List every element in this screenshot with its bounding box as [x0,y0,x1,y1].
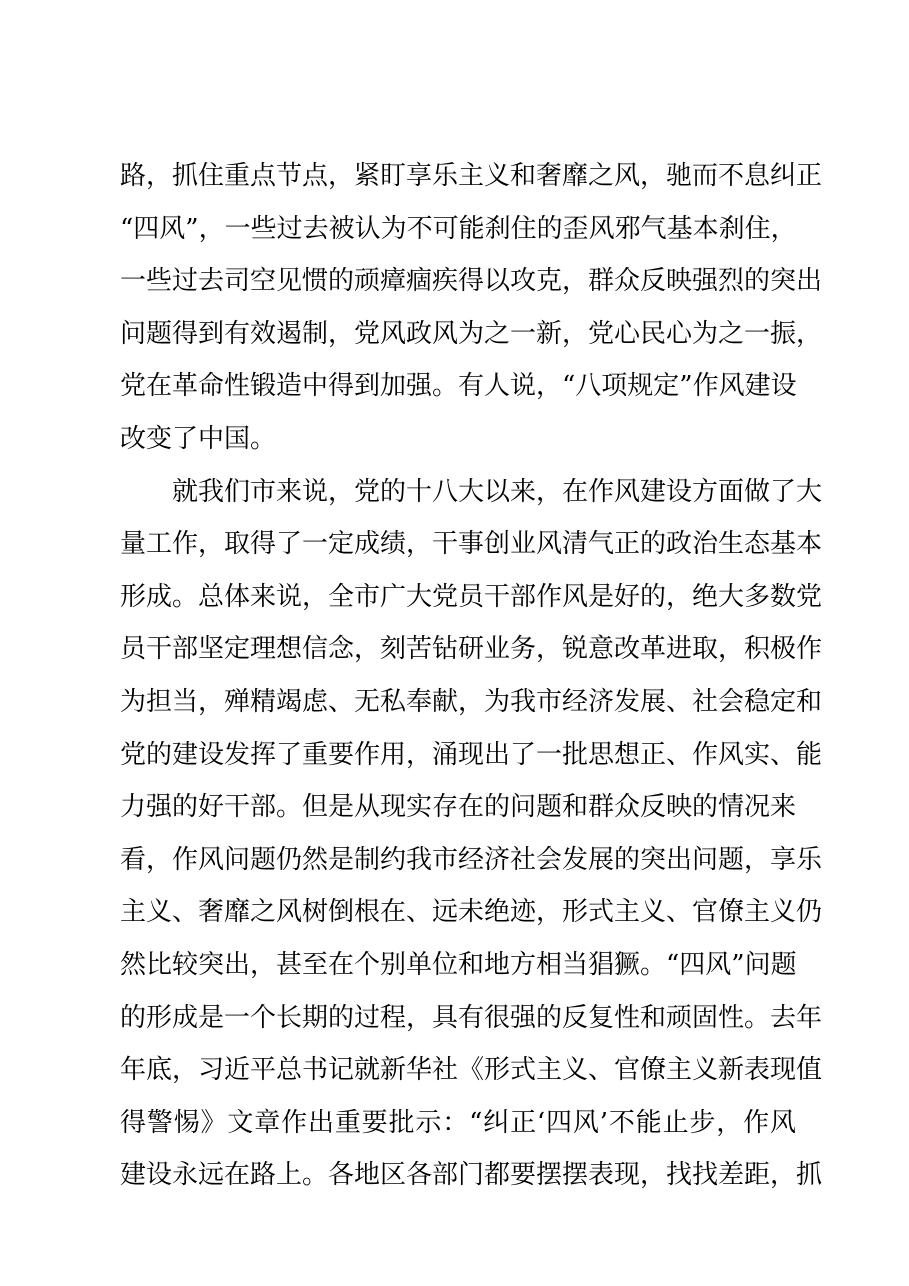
text-line: 量工作，取得了一定成绩，干事创业风清气正的政治生态基本 [120,529,823,560]
text-line: 形成。总体来说，全市广大党员干部作风是好的，绝大多数党 [120,581,823,612]
text-line: 主义、奢靡之风树倒根在、远未绝迹，形式主义、官僚主义仍 [120,897,823,928]
text-line: 的形成是一个长期的过程，具有很强的反复性和顽固性。去年 [120,1002,823,1033]
text-line: 党在革命性锻造中得到加强。有人说，“八项规定”作风建设 [120,371,797,402]
text-line: 得警惕》文章作出重要批示：“纠正‘四风’不能止步，作风 [120,1107,796,1138]
text-line: 力强的好干部。但是从现实存在的问题和群众反映的情况来 [120,792,797,823]
text-line: 看，作风问题仍然是制约我市经济社会发展的突出问题，享乐 [120,844,823,875]
text-line: 一些过去司空见惯的顽瘴痼疾得以攻克，群众反映强烈的突出 [120,266,823,297]
text-line: 然比较突出，甚至在个别单位和地方相当猖獗。“四风”问题 [120,949,797,980]
text-line: 问题得到有效遏制，党风政风为之一新，党心民心为之一振， [120,318,823,349]
paragraph [120,150,823,466]
text-line: 路，抓住重点节点，紧盯享乐主义和奢靡之风，驰而不息纠正 [120,161,823,191]
body-text [120,150,823,1202]
text-line: “四风”，一些过去被认为不可能刹住的歪风邪气基本刹住， [120,213,797,244]
text-line: 改变了中国。 [120,423,277,454]
text-line: 建设永远在路上。各地区各部门都要摆摆表现，找找差距，抓 [120,1160,823,1191]
text-line: 年底，习近平总书记就新华社《形式主义、官僚主义新表现值 [120,1055,823,1086]
text-line: 党的建设发挥了重要作用，涌现出了一批思想正、作风实、能 [120,739,823,770]
text-line: 员干部坚定理想信念，刻苦钻研业务，锐意改革进取，积极作 [120,634,823,665]
text-line: 就我们市来说，党的十八大以来，在作风建设方面做了大 [120,476,823,507]
text-line: 为担当，殚精竭虑、无私奉献，为我市经济发展、社会稳定和 [120,686,823,717]
paragraph [120,466,823,1202]
